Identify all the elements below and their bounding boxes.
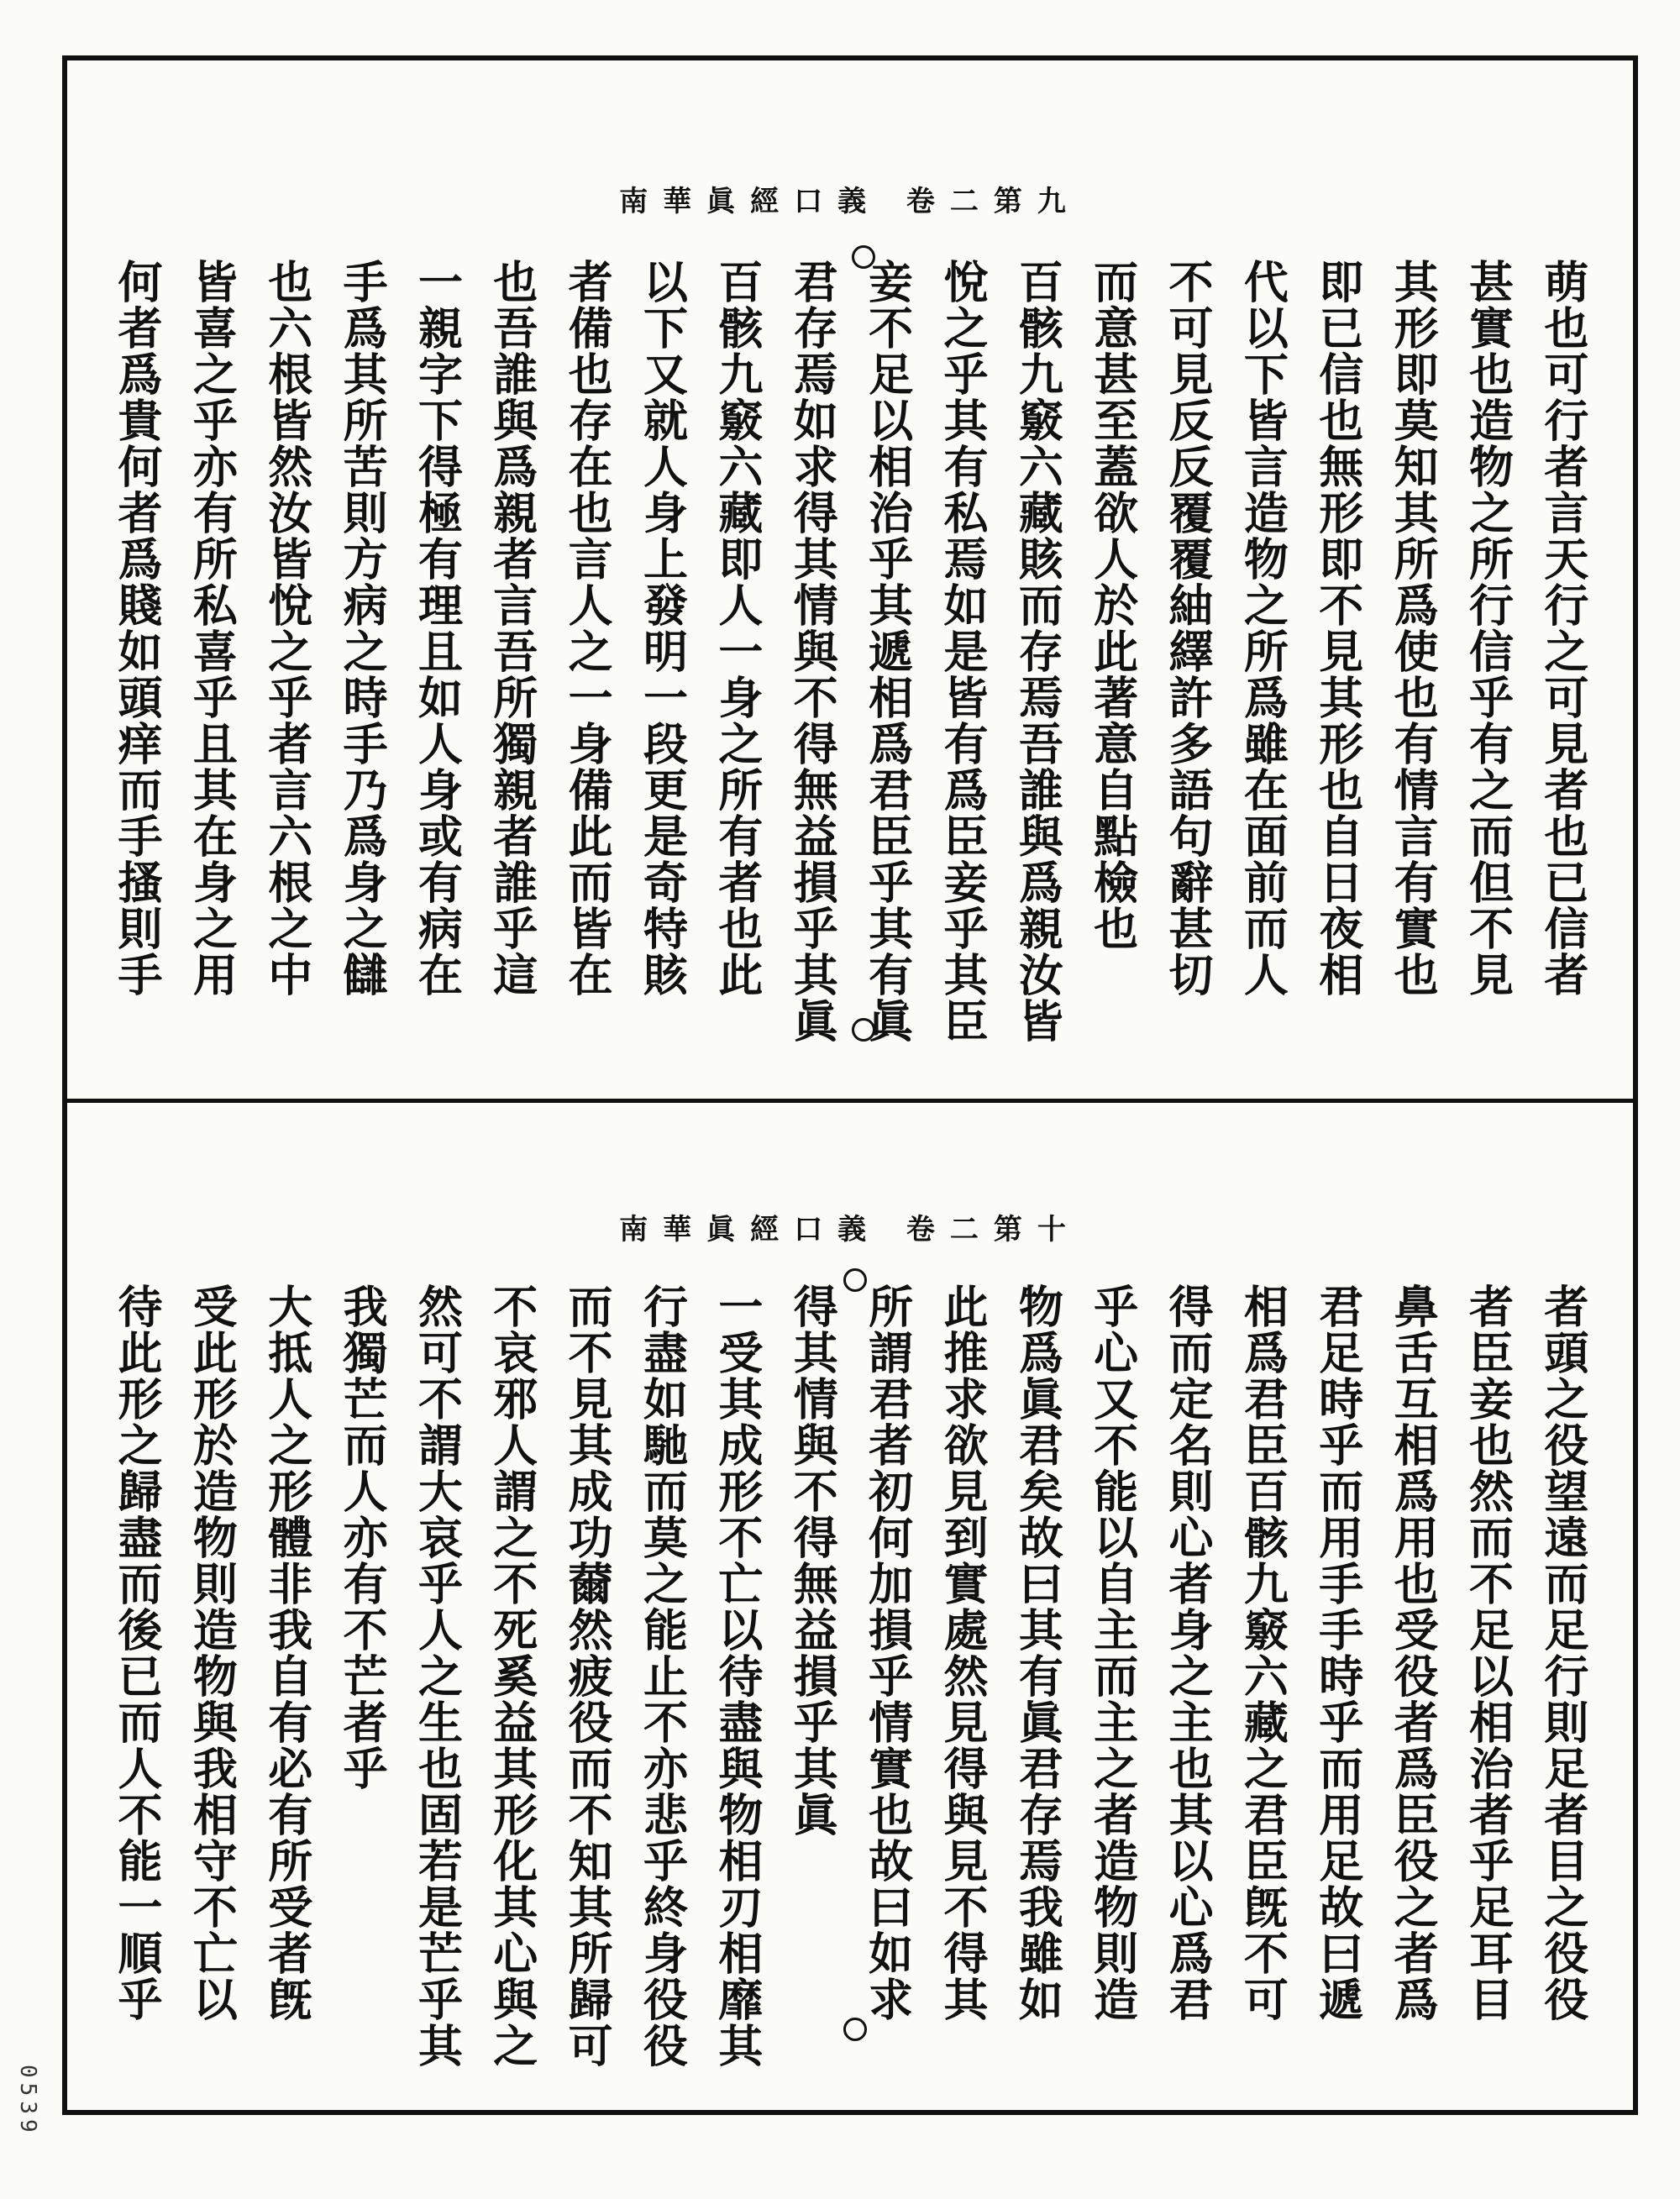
text-column: 一親字下得極有理且如人身或有病在 [411, 259, 464, 998]
top-page [67, 60, 1633, 1100]
text-column: 妾不足以相治乎其遞相爲君臣乎其有眞 [861, 259, 914, 1044]
text-column: 鼻舌互相爲用也受役者爲臣役之者爲 [1387, 1283, 1440, 2023]
text-column: 代以下皆言造物之所爲雖在面前而人 [1236, 259, 1289, 998]
text-column: 受此形於造物則造物與我相守不亡以 [186, 1283, 239, 2023]
text-column: 即已信也無形即不見其形也自日夜相 [1311, 259, 1364, 998]
text-column: 何者爲貴何者爲賤如頭痒而手搔則手 [111, 259, 163, 998]
page-header: 南華眞經口義 卷二第九 [619, 185, 1081, 218]
text-column: 者備也存在也言人之一身備此而皆在 [561, 259, 614, 998]
text-columns [101, 1283, 1599, 2123]
text-column: 所謂君者初何加損乎情實也故曰如求 [861, 1283, 914, 2023]
text-column: 一受其成形不亡以待盡與物相刃相靡其 [711, 1283, 764, 2069]
text-column: 也六根皆然汝皆悅之乎者言六根之中 [260, 259, 313, 998]
text-column: 皆喜之乎亦有所私喜乎且其在身之用 [186, 259, 239, 998]
text-column: 乎心又不能以自主而主之者造物則造 [1086, 1283, 1139, 2023]
text-column: 萌也可行者言天行之可見者也已信者 [1536, 259, 1589, 998]
text-column: 我獨芒而人亦有不芒者乎 [336, 1283, 389, 1792]
circle-mark [852, 245, 875, 269]
text-column: 而不見其成功薾然疲役而不知其所歸可 [561, 1283, 614, 2069]
circle-mark [843, 1268, 867, 1292]
text-column: 得其情與不得無益損乎其眞 [786, 1283, 839, 1838]
text-column: 其形即莫知其所爲使也有情言有實也 [1387, 259, 1440, 998]
circle-mark [852, 1018, 875, 1042]
text-column: 君足時乎而用手手時乎而用足故曰遞 [1311, 1283, 1364, 2023]
text-column: 君存焉如求得其情與不得無益損乎其眞 [786, 259, 839, 1044]
text-column: 不可見反反覆覆紬繹許多語句辭甚切 [1162, 259, 1215, 998]
text-column: 此推求欲見到實處然見得與見不得其 [936, 1283, 989, 2023]
page-frame [62, 55, 1638, 2115]
page-number: 0539 [15, 2065, 40, 2138]
text-column: 者頭之役望遠而足行則足者目之役役 [1536, 1283, 1589, 2023]
text-column: 而意甚至蓋欲人於此著意自點檢也 [1086, 259, 1139, 952]
text-column: 甚實也造物之所行信乎有之而但不見 [1462, 259, 1515, 998]
text-column: 大抵人之形體非我自有必有所受者旣 [260, 1283, 313, 2023]
text-column: 得而定名則心者身之主也其以心爲君 [1162, 1283, 1215, 2023]
text-column: 以下又就人身上發明一段更是奇特賅 [636, 259, 689, 998]
text-column: 悅之乎其有私焉如是皆有爲臣妾乎其臣 [936, 259, 989, 1044]
text-column: 物爲眞君矣故曰其有眞君存焉我雖如 [1011, 1283, 1064, 2023]
text-columns [101, 259, 1599, 1099]
text-column: 待此形之歸盡而後已而人不能一順乎 [111, 1283, 163, 2023]
text-column: 者臣妾也然而不足以相治者乎足耳目 [1462, 1283, 1515, 2023]
text-column: 手爲其所苦則方病之時手乃爲身之讎 [336, 259, 389, 998]
text-column: 百骸九竅六藏賅而存焉吾誰與爲親汝皆 [1011, 259, 1064, 1044]
text-column: 相爲君臣百骸九竅六藏之君臣旣不可 [1236, 1283, 1289, 2023]
text-column: 也吾誰與爲親者言吾所獨親者誰乎這 [486, 259, 538, 998]
text-column: 行盡如馳而莫之能止不亦悲乎終身役役 [636, 1283, 689, 2069]
bottom-page [67, 1102, 1633, 2110]
text-column: 不哀邪人謂之不死奚益其形化其心與之 [486, 1283, 538, 2069]
text-column: 百骸九竅六藏即人一身之所有者也此 [711, 259, 764, 998]
page-header: 南華眞經口義 卷二第十 [619, 1213, 1081, 1246]
text-column: 然可不謂大哀乎人之生也固若是芒乎其 [411, 1283, 464, 2069]
circle-mark [843, 2018, 867, 2041]
